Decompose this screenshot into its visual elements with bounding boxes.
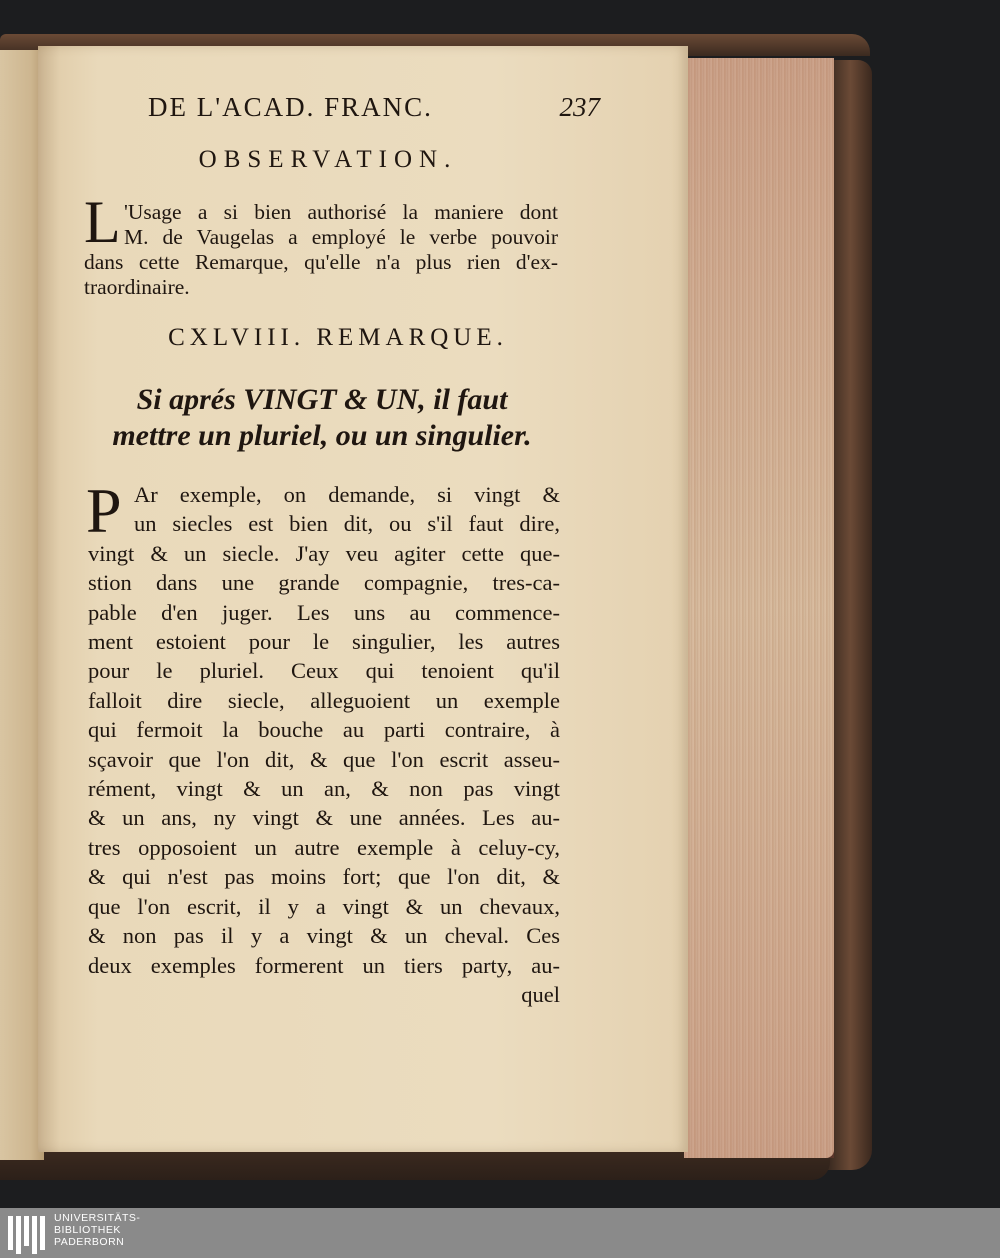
text-line: vingt & un siecle. J'ay veu agiter cette que-	[88, 540, 560, 566]
running-head-title: DE L'ACAD. FRANC.	[148, 92, 433, 122]
text-line: M. de Vaugelas a employé le verbe pouvoir	[124, 225, 558, 249]
text-line: & qui n'est pas moins fort; que l'on dit, &	[88, 864, 560, 890]
text-line: tres opposoient un autre exemple à celuy-cy,	[88, 834, 560, 860]
text-line: & non pas il y a vingt & un cheval. Ces	[88, 923, 560, 949]
page-edges	[684, 58, 834, 1158]
text-line: pable d'en juger. Les uns au commence-	[88, 599, 560, 625]
text-line: dans cette Remarque, qu'elle n'a plus rien d'ex-	[84, 250, 558, 274]
observation-heading: OBSERVATION.	[198, 146, 458, 173]
remarque-title-line: Si aprés VINGT & UN, il faut	[136, 383, 508, 416]
observation-dropcap: L	[84, 189, 121, 255]
library-footer	[0, 1208, 1000, 1258]
library-name-line: PADERBORN	[54, 1236, 125, 1248]
text-line: falloit dire siecle, alleguoient un exemple	[88, 687, 560, 713]
text-line: traordinaire.	[84, 275, 190, 299]
text-line: 'Usage a si bien authorisé la maniere dont	[124, 200, 558, 224]
text-line: rément, vingt & un an, & non pas vingt	[88, 776, 560, 802]
text-line: deux exemples formerent un tiers party, au-	[88, 952, 560, 978]
body-paragraph	[86, 475, 560, 1009]
text-line: pour le pluriel. Ceux qui tenoient qu'il	[88, 658, 560, 684]
text-line: & un ans, ny vingt & une années. Les au-	[88, 805, 560, 831]
observation-paragraph	[84, 189, 558, 300]
book-page	[38, 46, 688, 1152]
text-line: un siecles est bien dit, ou s'il faut dire,	[134, 511, 560, 537]
text-line: sçavoir que l'on dit, & que l'on escrit asseu-	[88, 746, 560, 772]
remarque-title	[82, 382, 562, 454]
page-number: 237	[559, 92, 600, 122]
text-line: qui fermoit la bouche au parti contraire, à	[88, 717, 560, 743]
text-line: Ar exemple, on demande, si vingt &	[134, 482, 560, 507]
remarque-title-line: mettre un pluriel, ou un singulier.	[112, 419, 532, 452]
running-head	[148, 92, 618, 128]
library-name-line: UNIVERSITÄTS-	[54, 1212, 141, 1224]
library-name-line: BIBLIOTHEK	[54, 1224, 121, 1236]
library-logo-icon	[6, 1212, 48, 1254]
catchword: quel	[521, 981, 560, 1007]
text-line: stion dans une grande compagnie, tres-ca-	[88, 570, 560, 596]
remarque-heading: CXLVIII. REMARQUE.	[168, 324, 508, 351]
text-line: que l'on escrit, il y a vingt & un chevaux,	[88, 893, 560, 919]
body-dropcap: P	[86, 475, 122, 546]
text-line: ment estoient pour le singulier, les autres	[88, 629, 560, 655]
